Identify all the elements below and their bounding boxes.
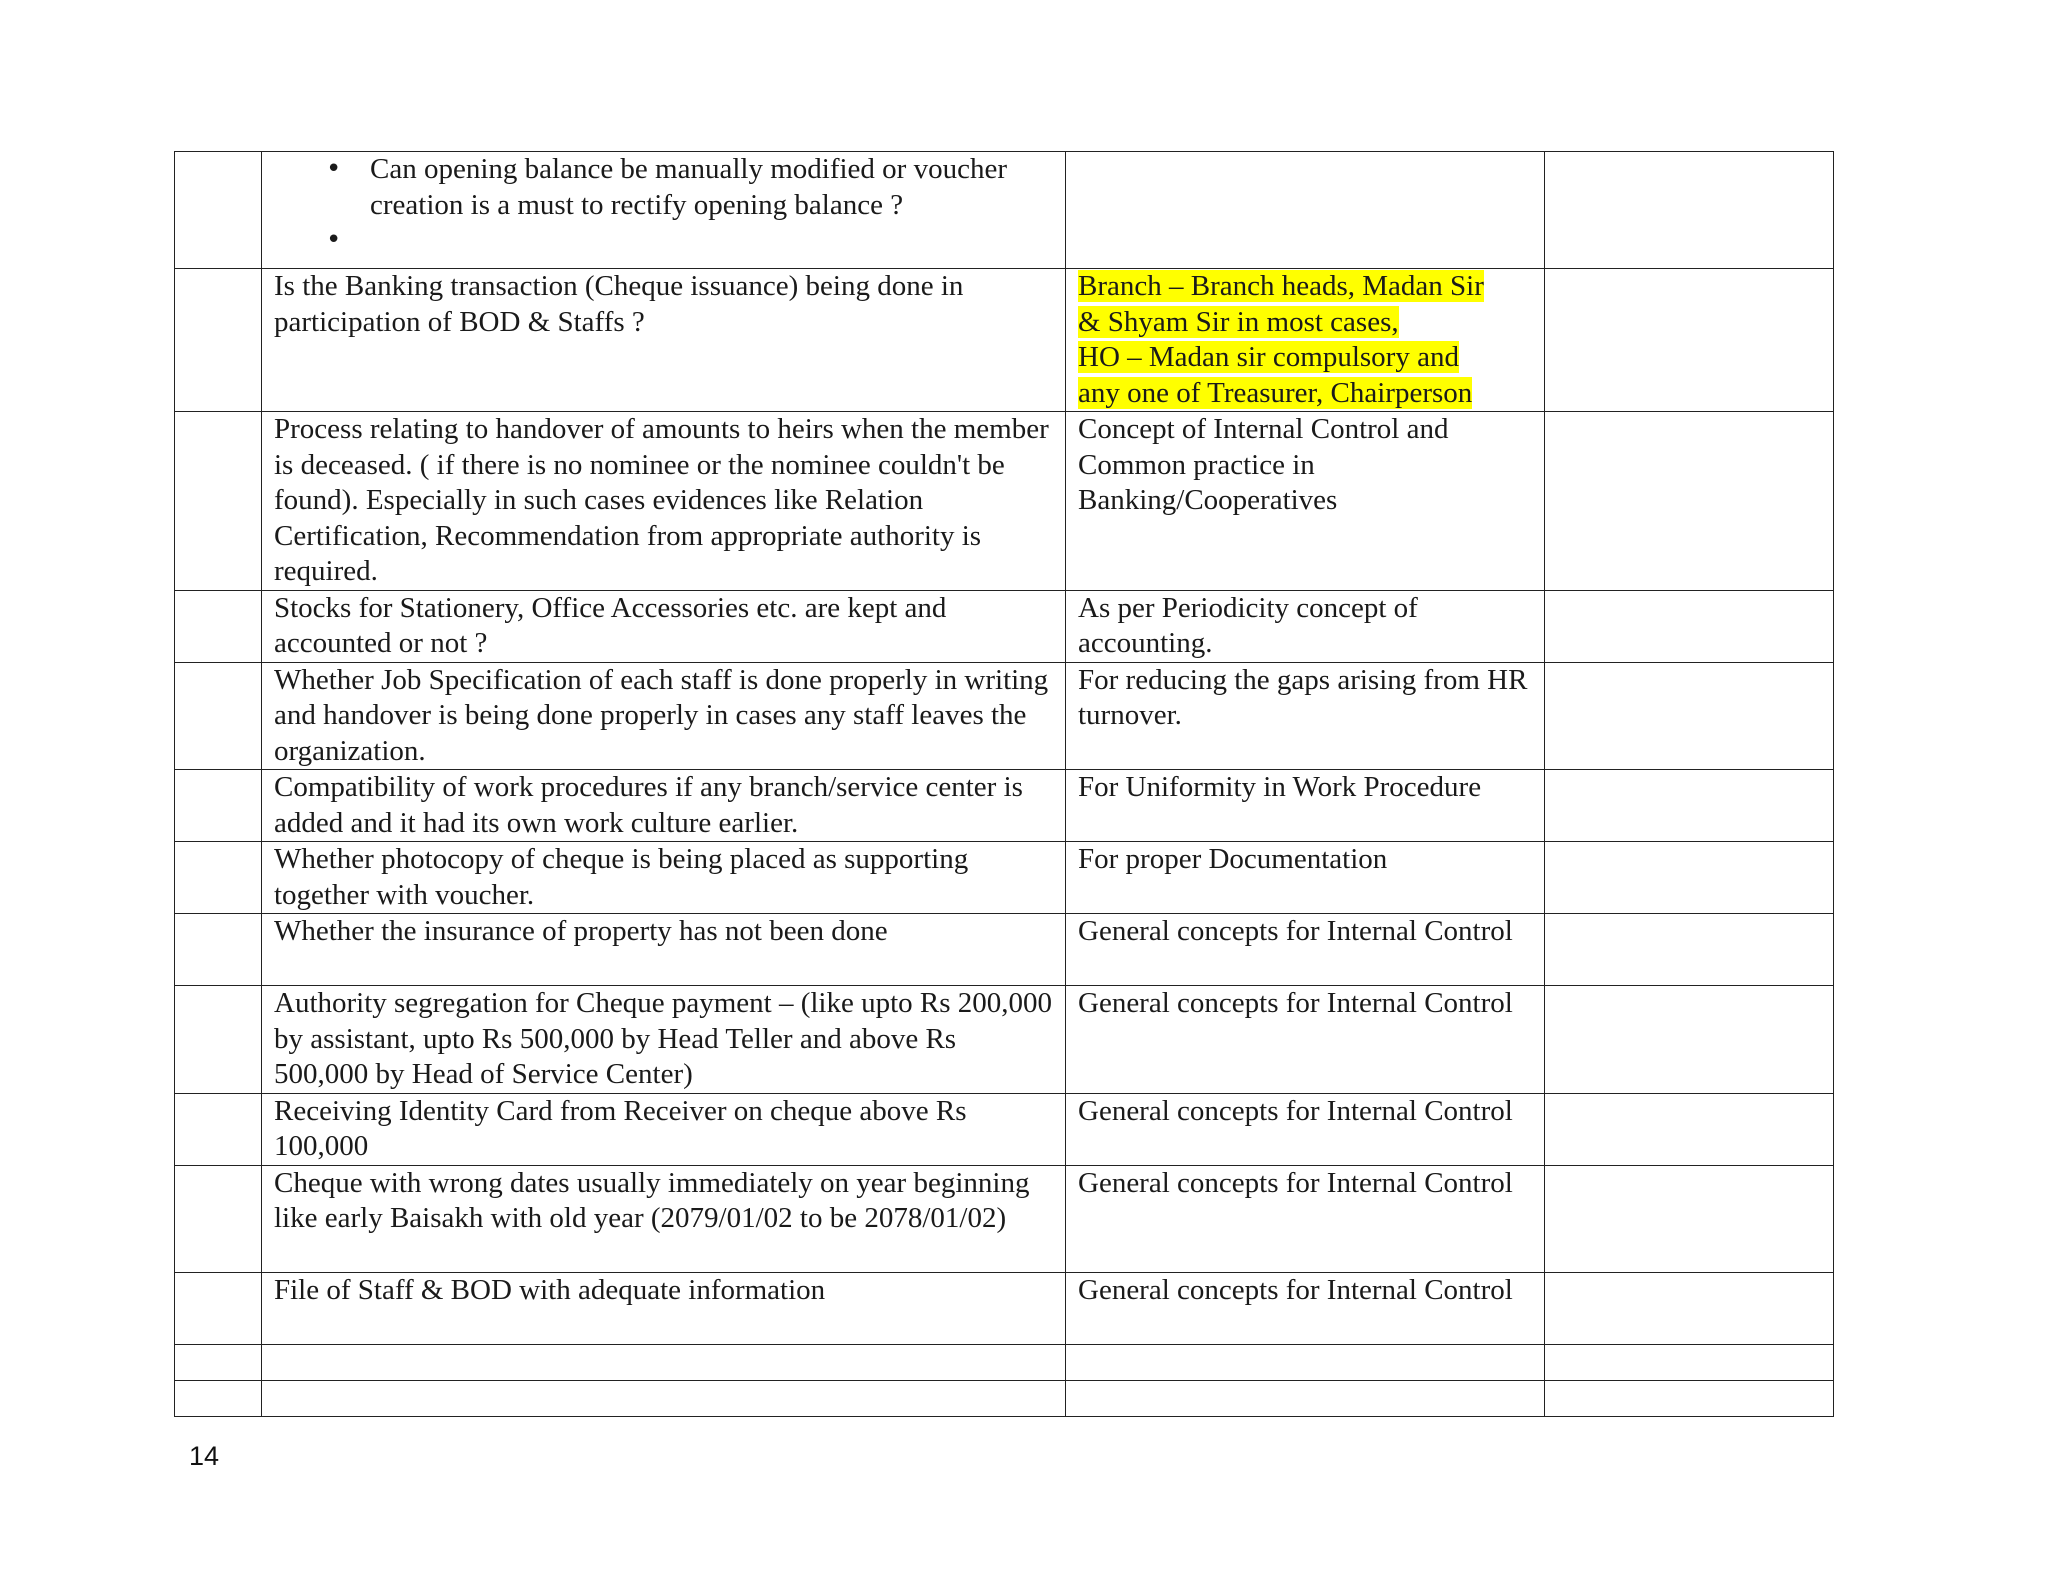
bullet-list <box>274 152 1053 259</box>
audit-checklist-table <box>174 151 1834 1417</box>
remark-cell: General concepts for Internal Control <box>1066 914 1545 986</box>
table-row <box>175 1093 1834 1165</box>
table-row <box>175 662 1834 770</box>
remark-cell: As per Periodicity concept of accounting. <box>1066 590 1545 662</box>
bullet-item: • Can opening balance be manually modified or voucher creation is a must to rectify opening balance ? <box>274 152 1053 223</box>
remark-cell: For proper Documentation <box>1066 842 1545 914</box>
remark-cell: General concepts for Internal Control <box>1066 1165 1545 1272</box>
serial-cell <box>175 1165 262 1272</box>
question-cell <box>262 1380 1066 1416</box>
highlighted-remark-line: Branch – Branch heads, Madan Sir <box>1078 270 1484 302</box>
remark-cell: For Uniformity in Work Procedure <box>1066 770 1545 842</box>
highlighted-remark-line: & Shyam Sir in most cases, <box>1078 305 1399 338</box>
serial-cell <box>175 269 262 412</box>
remark-cell <box>1066 152 1545 269</box>
question-cell: Authority segregation for Cheque payment – (like upto Rs 200,000 by assistant, upto Rs 500,000 by Head Teller and above Rs 500,000 by Head of Service Center) <box>262 986 1066 1094</box>
serial-cell <box>175 590 262 662</box>
serial-cell <box>175 842 262 914</box>
remark-cell <box>1066 269 1545 412</box>
highlighted-remark-line: any one of Treasurer, Chairperson <box>1078 376 1473 409</box>
extra-cell <box>1545 269 1834 412</box>
extra-cell <box>1545 590 1834 662</box>
serial-cell <box>175 1093 262 1165</box>
serial-cell <box>175 986 262 1094</box>
remark-cell <box>1066 1380 1545 1416</box>
extra-cell <box>1545 1165 1834 1272</box>
serial-cell <box>175 662 262 770</box>
question-cell: Cheque with wrong dates usually immediately on year beginning like early Baisakh with old year (2079/01/02 to be 2078/01/02) <box>262 1165 1066 1272</box>
extra-cell <box>1545 412 1834 591</box>
question-cell: Compatibility of work procedures if any branch/service center is added and it had its own work culture earlier. <box>262 770 1066 842</box>
serial-cell <box>175 1272 262 1344</box>
extra-cell <box>1545 842 1834 914</box>
question-cell: Stocks for Stationery, Office Accessories etc. are kept and accounted or not ? <box>262 590 1066 662</box>
extra-cell <box>1545 1380 1834 1416</box>
table-row <box>175 986 1834 1094</box>
table-row <box>175 412 1834 591</box>
remark-cell: General concepts for Internal Control <box>1066 1093 1545 1165</box>
question-cell: File of Staff & BOD with adequate information <box>262 1272 1066 1344</box>
question-cell: Process relating to handover of amounts to heirs when the member is deceased. ( if there is no nominee or the nominee couldn't be found). Especially in such cases evidences like Relation Certification, Recommendation from appropriate authority is required. <box>262 412 1066 591</box>
extra-cell <box>1545 986 1834 1094</box>
table-row <box>175 1272 1834 1344</box>
table-row <box>175 152 1834 269</box>
serial-cell <box>175 1380 262 1416</box>
question-cell: Whether the insurance of property has not been done <box>262 914 1066 986</box>
remark-cell: For reducing the gaps arising from HR turnover. <box>1066 662 1545 770</box>
empty-table-row <box>175 1344 1834 1380</box>
extra-cell <box>1545 770 1834 842</box>
serial-cell <box>175 152 262 269</box>
page-number: 14 <box>189 1441 220 1471</box>
extra-cell <box>1545 152 1834 269</box>
table-row <box>175 914 1834 986</box>
empty-table-row <box>175 1380 1834 1416</box>
remark-cell: General concepts for Internal Control <box>1066 986 1545 1094</box>
serial-cell <box>175 412 262 591</box>
question-cell <box>262 152 1066 269</box>
extra-cell <box>1545 914 1834 986</box>
table-row <box>175 1165 1834 1272</box>
table-row <box>175 269 1834 412</box>
serial-cell <box>175 1344 262 1380</box>
extra-cell <box>1545 1093 1834 1165</box>
table-row <box>175 842 1834 914</box>
highlighted-remark-line: HO – Madan sir compulsory and <box>1078 341 1459 373</box>
question-cell: Whether photocopy of cheque is being placed as supporting together with voucher. <box>262 842 1066 914</box>
remark-cell: General concepts for Internal Control <box>1066 1272 1545 1344</box>
serial-cell <box>175 914 262 986</box>
extra-cell <box>1545 1272 1834 1344</box>
table-row <box>175 770 1834 842</box>
question-cell: Is the Banking transaction (Cheque issuance) being done in participation of BOD & Staffs ? <box>262 269 1066 412</box>
bullet-item <box>274 223 1053 259</box>
question-cell <box>262 1344 1066 1380</box>
question-cell: Receiving Identity Card from Receiver on cheque above Rs 100,000 <box>262 1093 1066 1165</box>
extra-cell <box>1545 662 1834 770</box>
remark-cell <box>1066 1344 1545 1380</box>
remark-cell: Concept of Internal Control and Common practice in Banking/Cooperatives <box>1066 412 1545 591</box>
serial-cell <box>175 770 262 842</box>
extra-cell <box>1545 1344 1834 1380</box>
table-row <box>175 590 1834 662</box>
question-cell: Whether Job Specification of each staff is done properly in writing and handover is being done properly in cases any staff leaves the organization. <box>262 662 1066 770</box>
